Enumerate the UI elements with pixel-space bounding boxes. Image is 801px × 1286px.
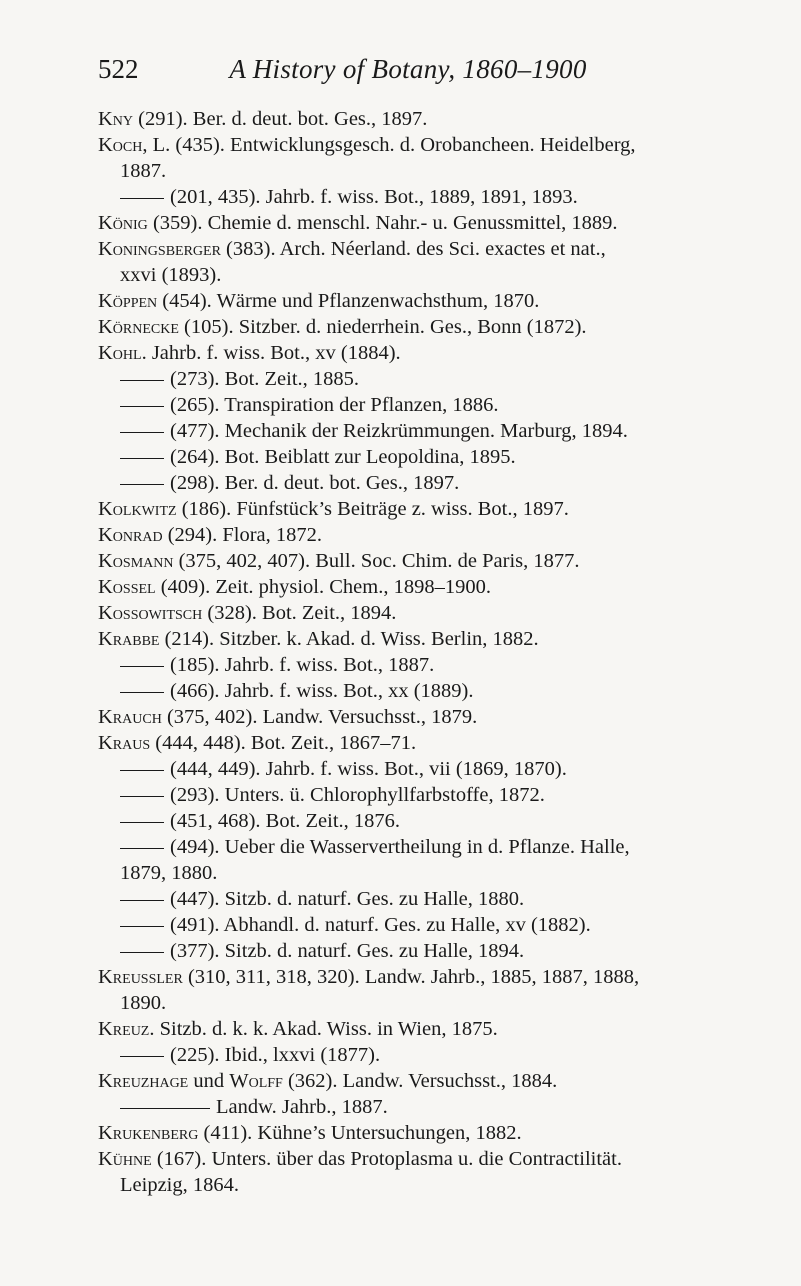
entry-text: Sitzb. d. k. k. Akad. Wiss. in Wien, 1875. — [154, 1018, 498, 1040]
author-name: Kny — [98, 108, 134, 130]
entry-text: (225). Ibid., lxxvi (1877). — [170, 1044, 381, 1066]
entry-text: (409). Zeit. physiol. Chem., 1898–1900. — [155, 576, 491, 598]
entry-ditto — [98, 392, 766, 418]
entry-text: (383). Arch. Néerland. des Sci. exactes et nat., — [220, 238, 606, 260]
author-name: Köppen — [98, 290, 158, 312]
author-name: Kreuzhage — [98, 1070, 189, 1092]
bibliography-entry — [98, 522, 766, 548]
bibliography-entry — [98, 314, 766, 340]
ditto-dash — [120, 432, 164, 433]
author-name: Wolff — [229, 1070, 283, 1092]
entry-text: (310, 311, 318, 320). Landw. Jahrb., 1885, 1887, 1888, — [182, 966, 640, 988]
ditto-dash — [120, 952, 164, 953]
bibliography-entry — [98, 288, 766, 314]
entry-ditto — [98, 834, 766, 860]
entry-ditto — [98, 782, 766, 808]
author-name: Kühne — [98, 1148, 152, 1170]
entry-text: (265). Transpiration der Pflanzen, 1886. — [170, 394, 499, 416]
bibliography-entry — [98, 340, 766, 366]
entry-text: (454). Wärme und Pflanzenwachsthum, 1870. — [157, 290, 540, 312]
ditto-dash — [120, 900, 164, 901]
author-name: Krabbe — [98, 628, 160, 650]
ditto-dash — [120, 822, 164, 823]
entry-text: (359). Chemie d. menschl. Nahr.- u. Genussmittel, 1889. — [147, 212, 618, 234]
entry-text: (186). Fünfstück’s Beiträge z. wiss. Bot., 1897. — [176, 498, 569, 520]
entry-ditto — [98, 808, 766, 834]
bibliography-entry — [98, 1068, 766, 1094]
entry-text: 1887. — [120, 160, 167, 182]
entry-text: xxvi (1893). — [120, 264, 222, 286]
entry-text: (264). Bot. Beiblatt zur Leopoldina, 1895. — [170, 446, 516, 468]
author-name: Koch, L. — [98, 134, 171, 156]
entry-ditto — [98, 678, 766, 704]
entry-text: (273). Bot. Zeit., 1885. — [170, 368, 360, 390]
entry-text: 1890. — [120, 992, 167, 1014]
entry-text: (491). Abhandl. d. naturf. Ges. zu Halle, xv (1882). — [170, 914, 591, 936]
entry-continuation — [98, 990, 766, 1016]
entry-text: (328). Bot. Zeit., 1894. — [202, 602, 397, 624]
entry-text: (477). Mechanik der Reizkrümmungen. Marburg, 1894. — [170, 420, 628, 442]
entry-ditto — [98, 652, 766, 678]
author-name: Konrad — [98, 524, 163, 546]
entry-text: (435). Entwicklungsgesch. d. Orobancheen. Heidelberg, — [170, 134, 636, 156]
entry-text: (214). Sitzber. k. Akad. d. Wiss. Berlin, 1882. — [159, 628, 539, 650]
entry-ditto — [98, 444, 766, 470]
page-number: 522 — [98, 54, 139, 84]
entry-text: (291). Ber. d. deut. bot. Ges., 1897. — [133, 108, 428, 130]
entry-text: (293). Unters. ü. Chlorophyllfarbstoffe, 1872. — [170, 784, 545, 806]
author-name: Kreussler — [98, 966, 183, 988]
entry-text: (444, 449). Jahrb. f. wiss. Bot., vii (1869, 1870). — [170, 758, 567, 780]
entry-ditto — [98, 912, 766, 938]
bibliography-entry — [98, 496, 766, 522]
entry-continuation — [98, 158, 766, 184]
bibliography-list — [98, 106, 766, 1198]
author-name: Kossowitsch — [98, 602, 203, 624]
ditto-dash — [120, 796, 164, 797]
ditto-dash — [120, 198, 164, 199]
author-name: Krauch — [98, 706, 162, 728]
bibliography-entry — [98, 600, 766, 626]
bibliography-entry — [98, 964, 766, 990]
entry-text: (362). Landw. Versuchsst., 1884. — [282, 1070, 558, 1092]
entry-text: (167). Unters. über das Protoplasma u. die Contractilität. — [151, 1148, 622, 1170]
author-name: Kohl. — [98, 342, 147, 364]
entry-text: Jahrb. f. wiss. Bot., xv (1884). — [146, 342, 401, 364]
entry-ditto — [98, 1042, 766, 1068]
entry-ditto — [98, 366, 766, 392]
ditto-dash — [120, 666, 164, 667]
author-name: Krukenberg — [98, 1122, 199, 1144]
entry-ditto — [98, 470, 766, 496]
ditto-dash — [120, 770, 164, 771]
ditto-dash — [120, 458, 164, 459]
entry-text: (447). Sitzb. d. naturf. Ges. zu Halle, 1880. — [170, 888, 525, 910]
ditto-dash — [120, 926, 164, 927]
ditto-dash — [120, 484, 164, 485]
bibliography-entry — [98, 106, 766, 132]
running-title: A History of Botany, 1860–1900 — [229, 54, 587, 84]
entry-ditto — [98, 886, 766, 912]
entry-text: (375, 402, 407). Bull. Soc. Chim. de Paris, 1877. — [173, 550, 580, 572]
bibliography-entry — [98, 1146, 766, 1172]
entry-text: (494). Ueber die Wasservertheilung in d. Pflanze. Halle, — [170, 836, 630, 858]
bibliography-entry — [98, 730, 766, 756]
author-name: Koningsberger — [98, 238, 221, 260]
bibliography-entry — [98, 236, 766, 262]
entry-text: und — [188, 1070, 230, 1092]
entry-ditto — [98, 938, 766, 964]
entry-text: Leipzig, 1864. — [120, 1174, 239, 1196]
entry-text: (185). Jahrb. f. wiss. Bot., 1887. — [170, 654, 435, 676]
bibliography-entry — [98, 210, 766, 236]
ditto-dash — [120, 692, 164, 693]
author-name: Kraus — [98, 732, 151, 754]
bibliography-entry — [98, 548, 766, 574]
entry-text: (411). Kühne’s Untersuchungen, 1882. — [198, 1122, 522, 1144]
entry-text: (466). Jahrb. f. wiss. Bot., xx (1889). — [170, 680, 474, 702]
entry-continuation — [98, 860, 766, 886]
entry-text: (201, 435). Jahrb. f. wiss. Bot., 1889, 1891, 1893. — [170, 186, 578, 208]
bibliography-entry — [98, 626, 766, 652]
entry-text: (294). Flora, 1872. — [162, 524, 323, 546]
entry-text: (377). Sitzb. d. naturf. Ges. zu Halle, 1894. — [170, 940, 525, 962]
entry-text: Landw. Jahrb., 1887. — [216, 1096, 388, 1118]
entry-ditto — [98, 756, 766, 782]
entry-text: 1879, 1880. — [120, 862, 218, 884]
author-name: Kolkwitz — [98, 498, 177, 520]
ditto-dash — [120, 380, 164, 381]
bibliography-entry — [98, 704, 766, 730]
entry-ditto — [98, 184, 766, 210]
bibliography-entry — [98, 132, 766, 158]
entry-ditto — [98, 418, 766, 444]
author-name: König — [98, 212, 148, 234]
bibliography-entry — [98, 1016, 766, 1042]
ditto-dash — [120, 406, 164, 407]
entry-text: (298). Ber. d. deut. bot. Ges., 1897. — [170, 472, 460, 494]
page-header — [98, 52, 718, 86]
author-name: Kosmann — [98, 550, 174, 572]
entry-continuation — [98, 262, 766, 288]
ditto-dash — [120, 1108, 210, 1109]
ditto-dash — [120, 848, 164, 849]
entry-text: (451, 468). Bot. Zeit., 1876. — [170, 810, 401, 832]
entry-text: (105). Sitzber. d. niederrhein. Ges., Bonn (1872). — [178, 316, 587, 338]
entry-ditto — [98, 1094, 766, 1120]
entry-text: (444, 448). Bot. Zeit., 1867–71. — [150, 732, 417, 754]
bibliography-entry — [98, 1120, 766, 1146]
ditto-dash — [120, 1056, 164, 1057]
author-name: Kreuz. — [98, 1018, 155, 1040]
entry-continuation — [98, 1172, 766, 1198]
bibliography-entry — [98, 574, 766, 600]
entry-text: (375, 402). Landw. Versuchsst., 1879. — [161, 706, 478, 728]
author-name: Körnecke — [98, 316, 179, 338]
author-name: Kossel — [98, 576, 156, 598]
